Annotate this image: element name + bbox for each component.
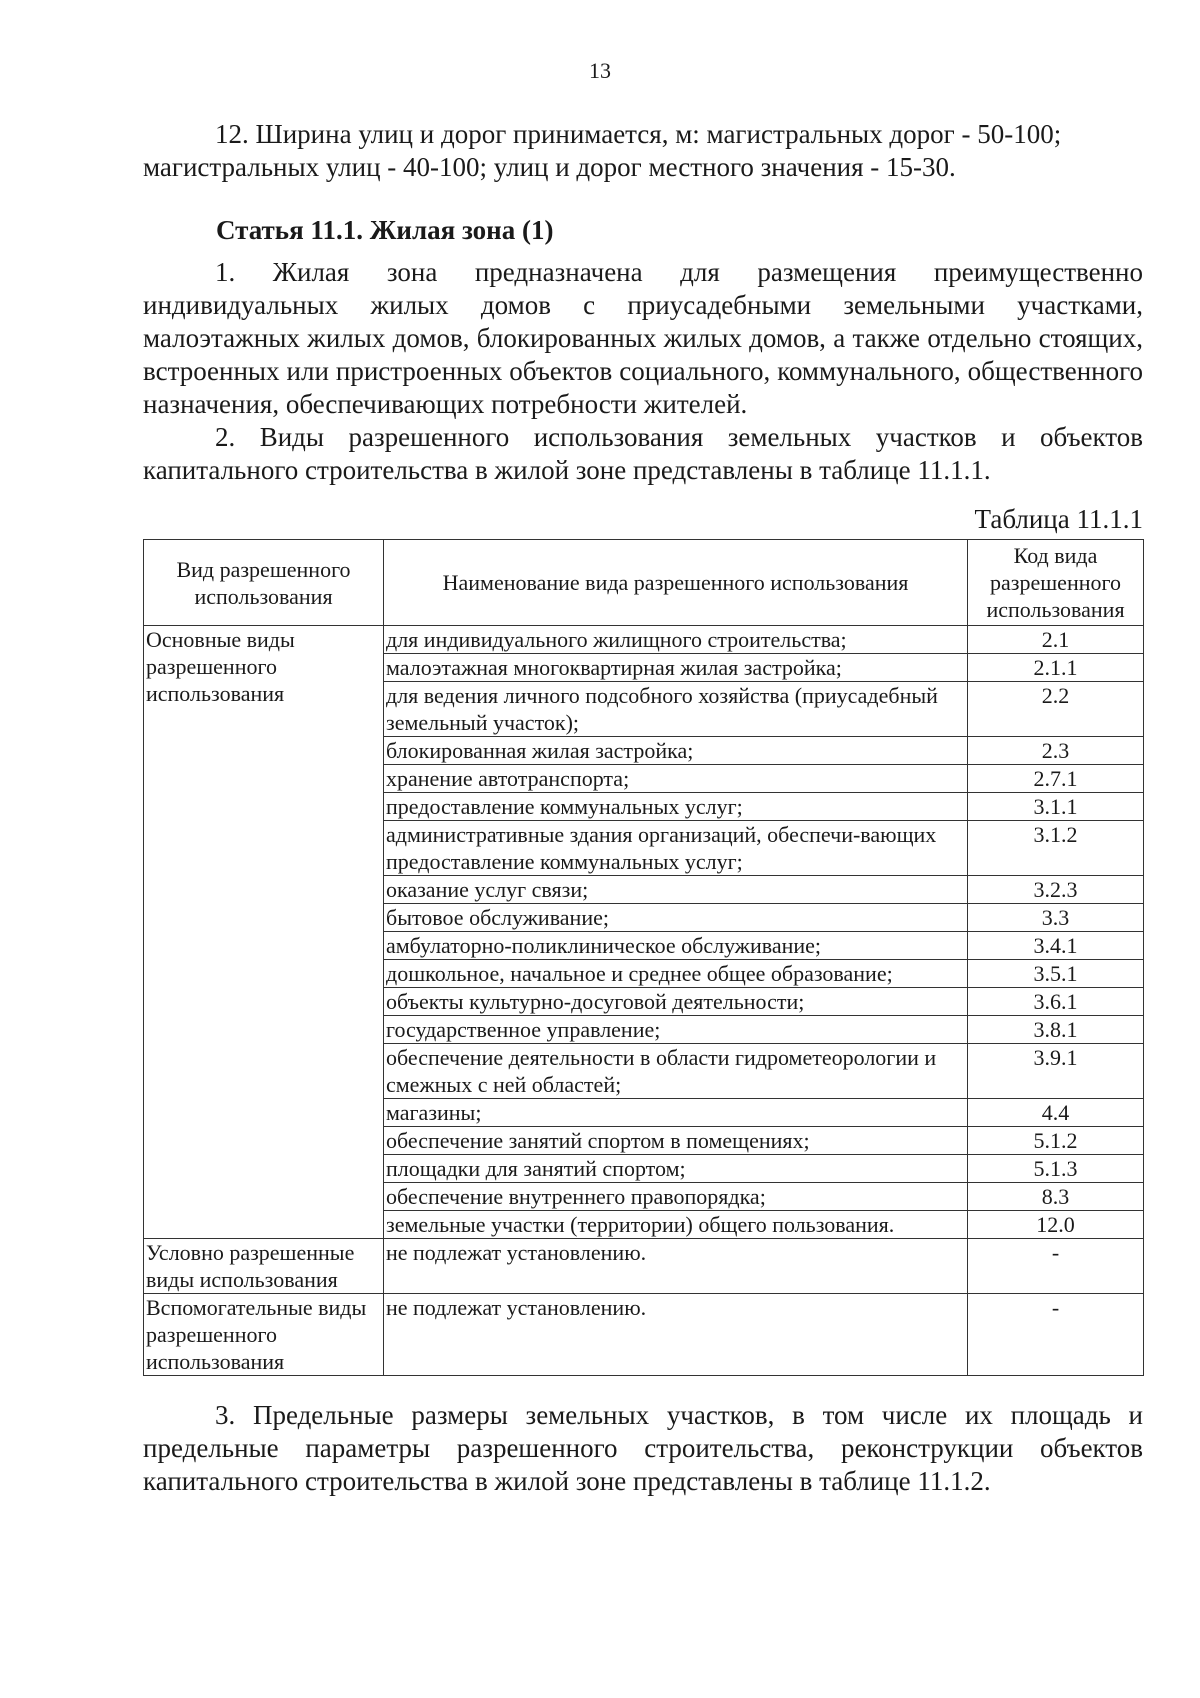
use-name: обеспечение занятий спортом в помещениях; [384, 1127, 968, 1155]
paragraph-3: 3. Предельные размеры земельных участков, в том числе их площадь и предельные параметры разрешенного строительства, реконструкции объектов капитального строительства в жилой зоне представлены в таблице 11.1.2. [143, 1400, 1143, 1496]
use-code: - [968, 1294, 1144, 1376]
use-name: не подлежат установлению. [384, 1239, 968, 1294]
use-name: блокированная жилая застройка; [384, 737, 968, 765]
use-code: 8.3 [968, 1183, 1144, 1211]
paragraph-2: 2. Виды разрешенного использования земельных участков и объектов капитального строительства в жилой зоне представлены в таблице 11.1.1. [143, 422, 1143, 485]
header-use-type: Вид разрешенного использования [144, 540, 384, 626]
use-code: 3.2.3 [968, 876, 1144, 904]
group-main: Основные виды разрешенного использования [144, 626, 384, 1239]
table-row-auxiliary [144, 1294, 1144, 1376]
use-code: 3.5.1 [968, 960, 1144, 988]
use-code: 2.3 [968, 737, 1144, 765]
use-code: 3.9.1 [968, 1044, 1144, 1099]
paragraph-1: 1. Жилая зона предназначена для размещения преимущественно индивидуальных жилых домов с приусадебными земельными участками, малоэтажных жилых домов, блокированных жилых домов, а также отдельно стоящих, встроенных или пристроенных объектов социального, коммунального, общественного назначения, обеспечивающих потребности жителей. [143, 257, 1143, 419]
use-name: обеспечение внутреннего правопорядка; [384, 1183, 968, 1211]
paragraph-12 [143, 118, 1143, 184]
use-name: государственное управление; [384, 1016, 968, 1044]
use-name: малоэтажная многоквартирная жилая застройка; [384, 654, 968, 682]
use-code: 2.1 [968, 626, 1144, 654]
use-code: 2.2 [968, 682, 1144, 737]
table-row-conditional [144, 1239, 1144, 1294]
group-auxiliary: Вспомогательные виды разрешенного использования [144, 1294, 384, 1376]
use-name: земельные участки (территории) общего пользования. [384, 1211, 968, 1239]
use-name: для индивидуального жилищного строительства; [384, 626, 968, 654]
use-name: амбулаторно-поликлиническое обслуживание; [384, 932, 968, 960]
use-name: административные здания организаций, обеспечи-вающих предоставление коммунальных услуг; [384, 821, 968, 876]
table-caption: Таблица 11.1.1 [974, 504, 1143, 534]
use-name: хранение автотранспорта; [384, 765, 968, 793]
table-header-row [144, 540, 1144, 626]
paragraph-12-line1: 12. Ширина улиц и дорог принимается, м: магистральных дорог - 50-100; [215, 119, 1062, 149]
use-name: дошкольное, начальное и среднее общее образование; [384, 960, 968, 988]
use-name: предоставление коммунальных услуг; [384, 793, 968, 821]
header-use-code: Код вида разрешенного использования [968, 540, 1144, 626]
use-name: для ведения личного подсобного хозяйства (приусадебный земельный участок); [384, 682, 968, 737]
use-name: площадки для занятий спортом; [384, 1155, 968, 1183]
use-code: 5.1.2 [968, 1127, 1144, 1155]
article-title: Статья 11.1. Жилая зона (1) [216, 215, 554, 245]
use-code: 4.4 [968, 1099, 1144, 1127]
use-code: 3.6.1 [968, 988, 1144, 1016]
use-code: 3.8.1 [968, 1016, 1144, 1044]
use-name: магазины; [384, 1099, 968, 1127]
use-code: 3.1.1 [968, 793, 1144, 821]
use-name: оказание услуг связи; [384, 876, 968, 904]
use-code: 5.1.3 [968, 1155, 1144, 1183]
paragraph-12-line2: магистральных улиц - 40-100; улиц и дорог местного значения - 15-30. [143, 152, 956, 182]
group-conditional: Условно разрешенные виды использования [144, 1239, 384, 1294]
use-code: 3.1.2 [968, 821, 1144, 876]
header-use-name: Наименование вида разрешенного использования [384, 540, 968, 626]
use-code: - [968, 1239, 1144, 1294]
use-code: 3.4.1 [968, 932, 1144, 960]
use-code: 3.3 [968, 904, 1144, 932]
use-name: бытовое обслуживание; [384, 904, 968, 932]
use-code: 2.1.1 [968, 654, 1144, 682]
use-name: объекты культурно-досуговой деятельности; [384, 988, 968, 1016]
page-number: 13 [589, 58, 611, 83]
use-code: 12.0 [968, 1211, 1144, 1239]
use-code: 2.7.1 [968, 765, 1144, 793]
land-use-table [143, 539, 1144, 1376]
table-row [144, 626, 1144, 654]
use-name: обеспечение деятельности в области гидрометеорологии и смежных с ней областей; [384, 1044, 968, 1099]
use-name: не подлежат установлению. [384, 1294, 968, 1376]
